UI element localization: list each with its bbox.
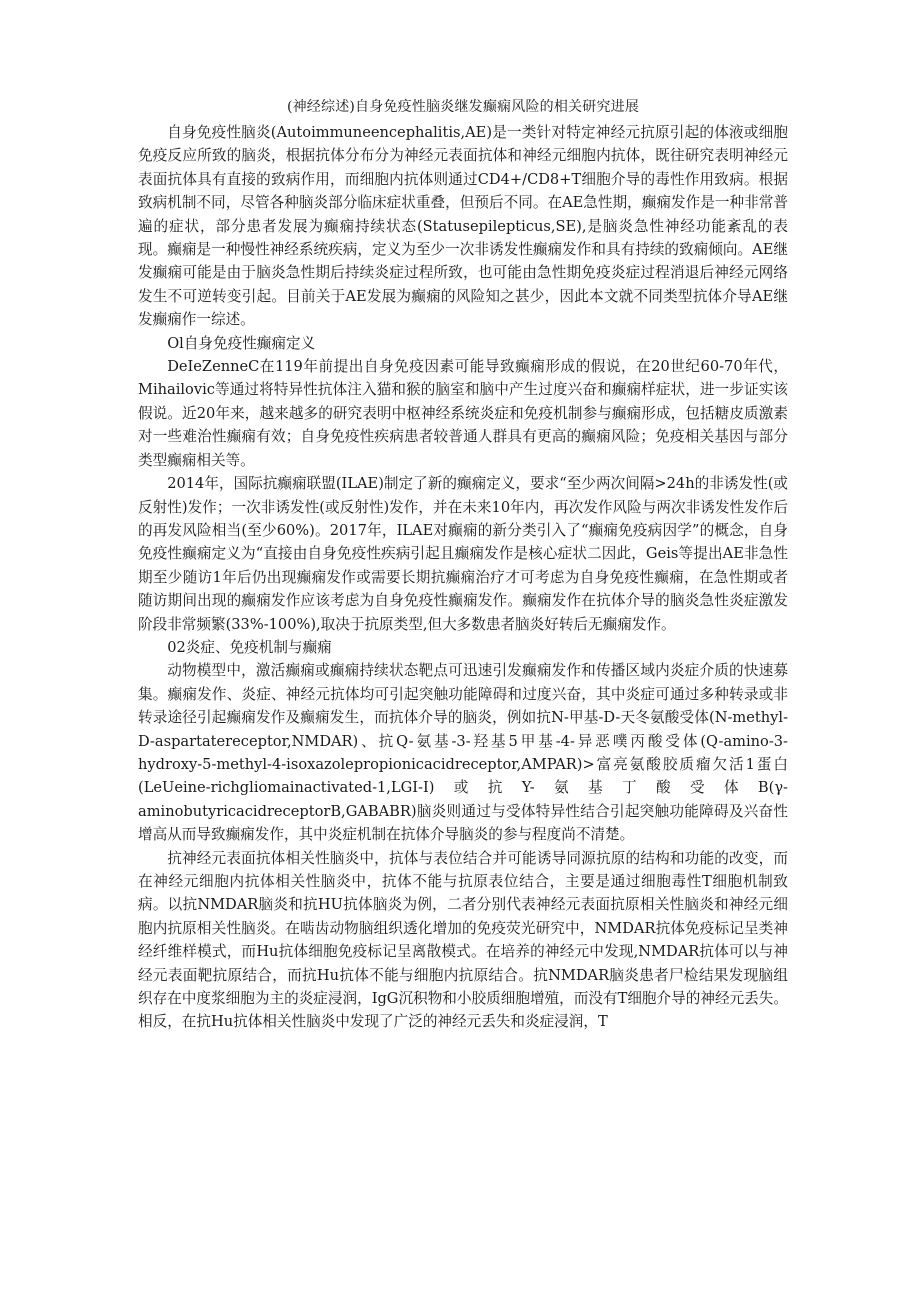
paragraph-animal-models: 动物模型中，激活癫痫或癫痫持续状态靶点可迅速引发癫痫发作和传播区域内炎症介质的快速募集。癫痫发作、炎症、神经元抗体均可引起突触功能障碍和过度兴奋，其中炎症可通过多种转录或非转录途径引起癫痫发作及癫痫发生，而抗体介导的脑炎，例如抗N-甲基-D-天冬氨酸受体(N-methyl-D-aspartatereceptor,NMDAR)、抗Q-氨基-3-羟基5甲基-4-异恶噗丙酸受体(Q-amino-3-hydroxy-5-methyl-4-isoxazolepropionicacidreceptor,AMPAR)>富亮氨酸胶质瘤欠活1蛋白(LeUeine-richgliomainactivated-1,LGI-I)或抗Y-氨基丁酸受体B(γ-aminobutyricacidreceptorB,GABABR)脑炎则通过与受体特异性结合引起突触功能障碍及兴奋性增高从而导致癫痫发作，其中炎症机制在抗体介导脑炎的参与程度尚不清楚。 — [138, 662, 788, 844]
document-title: (神经综述)自身免疫性脑炎继发癫痫风险的相关研究进展 — [286, 99, 640, 115]
paragraph-intro: 自身免疫性脑炎(Autoimmuneencephalitis,AE)是一类针对特定神经元抗原引起的体液或细胞免疫反应所致的脑炎，根据抗体分布分为神经元表面抗体和神经元细胞内抗体，既往研究表明神经元表面抗体具有直接的致病作用，而细胞内抗体则通过CD4+/CD8+T细胞介导的毒性作用致病。根据致病机制不同，尽管各种脑炎部分临床症状重叠，但预后不同。在AE急性期，癫痫发作是一种非常普遍的症状，部分患者发展为癫痫持续状态(Statusepilepticus,SE),是脑炎急性神经功能紊乱的表现。癫痫是一种慢性神经系统疾病，定义为至少一次非诱发性癫痫发作和具有持续的致痫倾向。AE继发癫痫可能是由于脑炎急性期后持续炎症过程所致，也可能由急性期免疫炎症过程消退后神经元网络发生不可逆转变引起。目前关于AE发展为癫痫的风险知之甚少，因此本文就不同类型抗体介导AE继发癫痫作一综述。 — [138, 124, 788, 329]
document-page — [138, 96, 788, 1034]
paragraph-ilae-definition: 2014年，国际抗癫痫联盟(ILAE)制定了新的癫痫定义，要求“至少两次间隔>24h的非诱发性(或反射性)发作；一次非诱发性(或反射性)发作，并在未来10年内，再次发作风险与两次非诱发性发作后的再发风险相当(至少60%)。2017年，ILAE对癫痫的新分类引入了“癫痫免疫病因学”的概念，自身免疫性癫痫定义为“直接由自身免疫性疾病引起且癫痫发作是核心症状二因此，Geis等提出AE非急性期至少随访1年后仍出现癫痫发作或需要长期抗癫痫治疗才可考虑为自身免疫性癫痫，在急性期或者随访期间出现的癫痫发作应该考虑为自身免疫性癫痫发作。癫痫发作在抗体介导的脑炎急性炎症激发阶段非常频繁(33%-100%),取决于抗原类型,但大多数患者脑炎好转后无癫痫发作。 — [138, 475, 788, 633]
paragraph-surface-antibody: 抗神经元表面抗体相关性脑炎中，抗体与表位结合并可能诱导同源抗原的结构和功能的改变，而在神经元细胞内抗体相关性脑炎中，抗体不能与抗原表位结合，主要是通过细胞毒性T细胞机制致病。以抗NMDAR脑炎和抗HU抗体脑炎为例，二者分别代表神经元表面抗原相关性脑炎和神经元细胞内抗原相关性脑炎。在啮齿动物脑组织透化增加的免疫荧光研究中，NMDAR抗体免疫标记呈类神经纤维样模式，而Hu抗体细胞免疫标记呈离散模式。在培养的神经元中发现,NMDAR抗体可以与神经元表面靶抗原结合，而抗Hu抗体不能与细胞内抗原结合。抗NMDAR脑炎患者尸检结果发现脑组织存在中度浆细胞为主的炎症浸润，IgG沉积物和小胶质细胞增殖，而没有T细胞介导的神经元丢失。相反，在抗Hu抗体相关性脑炎中发现了广泛的神经元丢失和炎症浸润，T — [138, 849, 788, 1031]
paragraph-history: DeIeZenneC在119年前提出自身免疫因素可能导致癫痫形成的假说，在20世纪60-70年代，Mihailovic等通过将特异性抗体注入猫和猴的脑室和脑中产生过度兴奋和癫痫样症状，进一步证实该假说。近20年来，越来越多的研究表明中枢神经系统炎症和免疫机制参与癫痫形成，包括糖皮质激素对一些难治性癫痫有效；自身免疫性疾病患者较普通人群具有更高的癫痫风险；免疫相关基因与部分类型癫痫相关等。 — [138, 358, 788, 469]
section-heading-01: Ol自身免疫性癫痫定义 — [167, 334, 316, 352]
section-heading-02: 02炎症、免疫机制与癫痫 — [167, 638, 332, 656]
